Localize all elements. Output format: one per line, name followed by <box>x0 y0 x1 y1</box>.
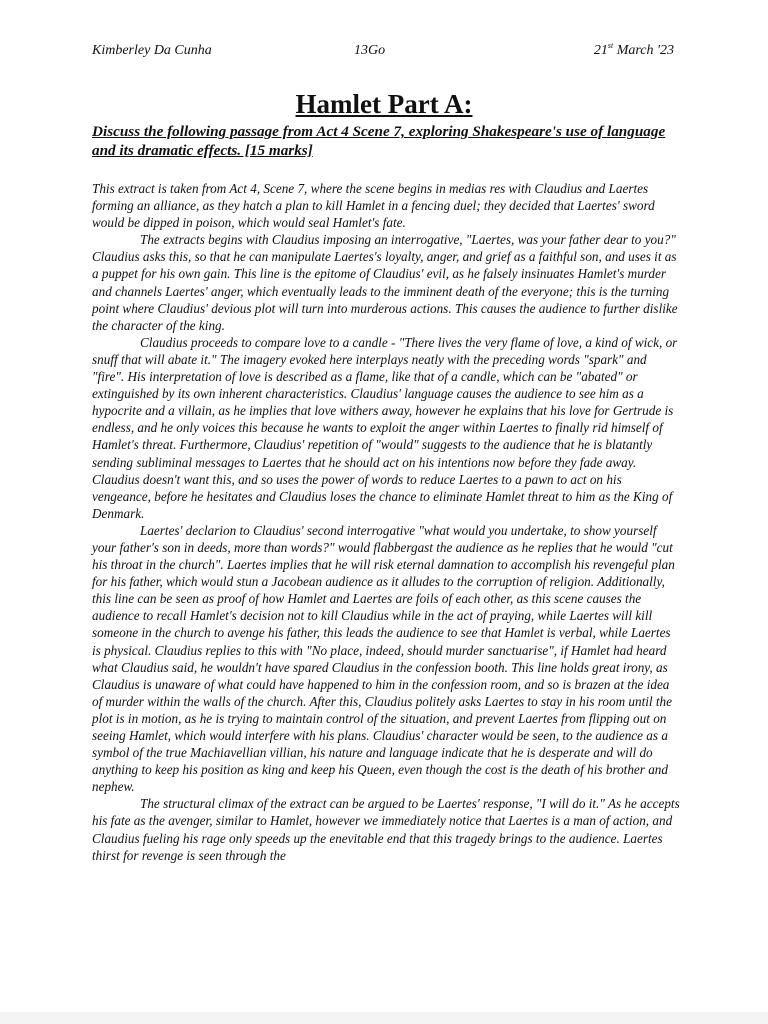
header-date-day: 21 <box>593 43 608 58</box>
page-bottom-edge <box>0 1012 768 1024</box>
essay-paragraph: Claudius proceeds to compare love to a candle - "There lives the very flame of love, a kind of wick, or snuff that will abate it." The imagery evoked here interplays neatly with the preceding words "spark" and "fire". His interpretation of love is described as a flame, like that of a candle, which can be "abated" or extinguished by its own inherent characteristics. Claudius' language causes the audience to see him as a hypocrite and a villain, as he implies that love withers away, however he explains that his love for Gertrude is endless, and he only voices this because he wants to exploit the anger within Laertes to finally rid himself of Hamlet's threat. Furthermore, Claudius' repetition of "would" suggests to the audience that he is blatantly sending subliminal messages to Laertes that he should act on his intentions now before they fade away. Claudius doesn't want this, and so uses the power of words to reduce Laertes to a pawn to act on his vengeance, before he hesitates and Claudius loses the chance to eliminate Hamlet threat to him as the King of Denmark. <box>92 334 678 521</box>
essay-body <box>92 180 682 864</box>
header-author: Kimberley Da Cunha <box>92 43 212 58</box>
essay-paragraph: This extract is taken from Act 4, Scene 7, where the scene begins in medias res with Claudius and Laertes forming an alliance, as they hatch a plan to kill Hamlet in a fencing duel; they decided that Laertes' sword would be dipped in poison, which would seal Hamlet's fate. <box>92 181 655 231</box>
essay-paragraph: The structural climax of the extract can be argued to be Laertes' response, "I will do it." As he accepts his fate as the avenger, similar to Hamlet, however we immediately notice that Laertes is a man of action, and Claudius fueling his rage only speeds up the enevitable end that this tragedy brings to the audience. Laertes thirst for revenge is seen through the <box>92 796 680 863</box>
header-date-suffix: st <box>607 41 614 50</box>
essay-paragraph: Laertes' declarion to Claudius' second interrogative "what would you undertake, to show yourself your father's son in deeds, more than words?" would flabbergast the audience as he replies that he would "cut his throat in the church". Laertes implies that he will risk eternal damnation to accomplish his revengeful plan for his father, which would stun a Jacobean audience as it alludes to the corruption of religion. Additionally, this line can be seen as proof of how Hamlet and Laertes are foils of each other, as this scene causes the audience to recall Hamlet's decision not to kill Claudius while in the act of praying, while Laertes will kill someone in the church to avenge his father, this leads the audience to see that Hamlet is verbal, while Laertes is physical. Claudius replies to this with "No place, indeed, should murder sanctuarise", if Hamlet had heard what Claudius said, he wouldn't have spared Claudius in the confession booth. This line holds great irony, as Claudius is unaware of what could have happened to him in the confession room, and so is brazen at the idea of murder within the walls of the church. After this, Claudius politely asks Laertes to stay in his room until the plot is in motion, as he is trying to maintain control of the situation, and prevent Laertes from flipping out on seeing Hamlet, which would interfere with his plans. Claudius' character would be seen, to the audience as a symbol of the true Machiavellian villian, his nature and language indicate that he is desperate and will do anything to keep his position as king and keep his Queen, even though the cost is the death of his brother and nephew. <box>92 522 675 795</box>
header-date-rest: March '23 <box>613 43 674 58</box>
header-class: 13Go <box>354 43 386 58</box>
essay-paragraph: The extracts begins with Claudius imposing an interrogative, "Laertes, was your father dear to you?" Claudius asks this, so that he can manipulate Laertes's loyalty, anger, and grief as a faithful son, and uses it as a puppet for his own gain. This line is the epitome of Claudius' evil, as he falsely insinuates Hamlet's murder and channels Laertes' anger, which eventually leads to the imminent death of the everyone; this is the turning point where Claudius' devious plot will turn into murderous actions. This causes the audience to further dislike the character of the king. <box>92 232 678 333</box>
task-prompt: Discuss the following passage from Act 4 Scene 7, exploring Shakespeare's use of language and its dramatic effects. [15 marks] <box>92 123 666 159</box>
header-date <box>594 43 674 59</box>
document-title: Hamlet Part A: <box>295 89 473 119</box>
